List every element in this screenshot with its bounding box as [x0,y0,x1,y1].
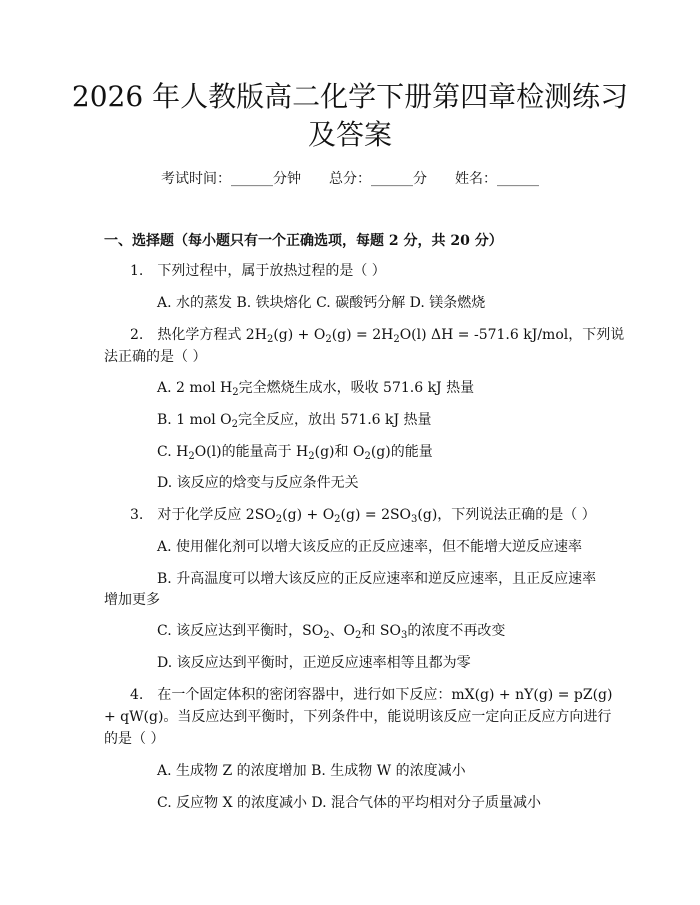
subscript: 2 [334,514,341,525]
question-2-option-b [157,410,432,430]
option-text: A. 2 mol H [157,380,233,396]
question-4-stem: 4. 在一个固定体积的密闭容器中，进行如下反应：mX(g) + nY(g) = pZ(g) [130,687,613,703]
option-text: C. H [157,444,189,460]
subscript: 3 [411,514,418,525]
question-4-stem-cont-1: + qW(g)。当反应达到平衡时，下列条件中，能说明该反应一定向正反应方向进行 [104,709,612,725]
document-title [60,78,640,154]
option-text: 完全燃烧生成水，吸收 571.6 kJ 热量 [238,380,475,396]
question-3-option-d: D. 该反应达到平衡时，正逆反应速率相等且都为零 [157,655,471,671]
question-4-options-cd: C. 反应物 X 的浓度减小 D. 混合气体的平均相对分子质量减小 [157,795,542,811]
question-1-stem: 1. 下列过程中，属于放热过程的是（ ） [130,263,386,279]
option-text: B. 1 mol O [157,412,232,428]
exam-meta-line: 考试时间：______分钟 总分：______分 姓名：______ [161,171,539,187]
option-text: O(l)的能量高于 H [194,444,309,460]
question-2-option-a [157,378,474,398]
subscript: 3 [400,630,408,641]
option-text: (g)和 O [314,444,365,460]
stem-text: (g)，下列说法正确的是（ ） [417,507,596,523]
question-4-stem-cont-2: 的是（ ） [104,731,165,747]
option-text: 、O [329,623,356,639]
question-1-options: A. 水的蒸发 B. 铁块熔化 C. 碳酸钙分解 D. 镁条燃烧 [157,295,486,311]
subscript: 2 [231,419,239,430]
question-2-option-d: D. 该反应的焓变与反应条件无关 [157,475,359,491]
title-line-1: 2026 年人教版高二化学下册第四章检测练习 [71,80,629,113]
stem-text: (g) + O [273,327,326,343]
stem-text: (g) + O [282,507,335,523]
question-2-stem-cont: 法正确的是（ ） [104,349,207,365]
option-text: 和 SO [361,623,401,639]
question-4-options-ab: A. 生成物 Z 的浓度增加 B. 生成物 W 的浓度减小 [157,763,466,779]
stem-text: 对于化学反应 2SO [157,507,276,523]
subscript: 2 [266,334,274,345]
question-2-stem [130,325,624,345]
question-2-option-c [157,442,433,462]
subscript: 2 [308,451,315,462]
stem-text: O(l) ΔH = -571.6 kJ/mol，下列说 [399,327,625,343]
subscript: 2 [323,630,330,641]
question-3-option-b-cont: 增加更多 [104,592,160,608]
question-3-stem [130,505,596,525]
subscript: 2 [188,451,195,462]
option-text: 完全反应，放出 571.6 kJ 热量 [238,412,432,428]
stem-text: (g) = 2H [331,327,394,343]
subscript: 2 [232,387,239,398]
option-text: (g)的能量 [370,444,433,460]
question-number: 2. [130,327,144,343]
option-text: C. 该反应达到平衡时，SO [157,623,324,639]
stem-text: (g) = 2SO [340,507,412,523]
question-3-option-b: B. 升高温度可以增大该反应的正反应速率和逆反应速率，且正反应速率 [157,571,597,587]
subscript: 2 [364,451,371,462]
option-text: 的浓度不再改变 [407,623,506,639]
subscript: 2 [325,334,332,345]
subscript: 2 [393,334,400,345]
title-line-2: 及答案 [307,118,392,151]
subscript: 2 [355,630,362,641]
question-3-option-a: A. 使用催化剂可以增大该反应的正反应速率，但不能增大逆反应速率 [157,539,583,555]
question-number: 3. [130,507,144,523]
question-3-option-c [157,621,505,641]
subscript: 2 [275,514,283,525]
stem-text: 热化学方程式 2H [157,327,267,343]
section-heading: 一、选择题（每小题只有一个正确选项，每题 2 分，共 20 分） [104,233,503,249]
